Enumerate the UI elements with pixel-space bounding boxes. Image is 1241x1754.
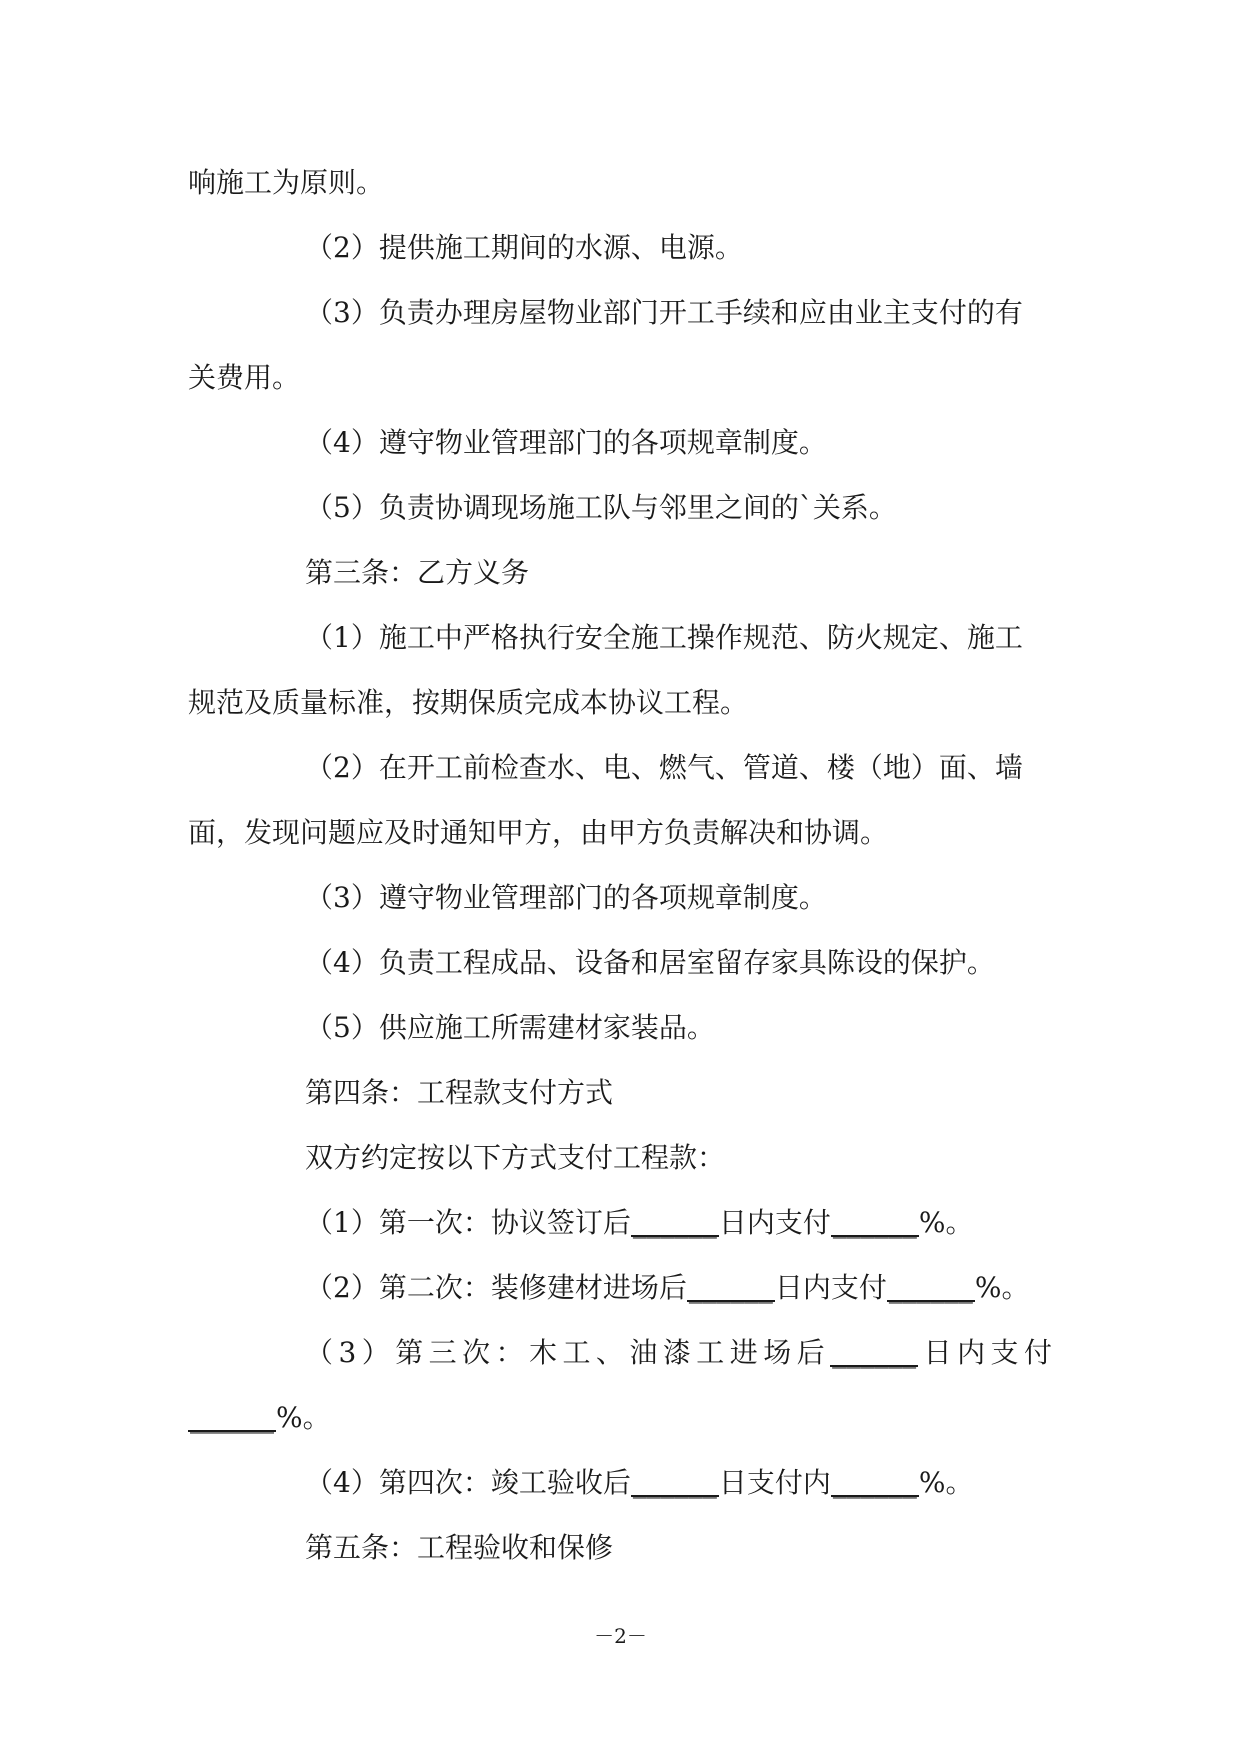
paragraph: （2）提供施工期间的水源、电源。 (305, 231, 743, 264)
payment-middle: 日内支付 (918, 1336, 1052, 1369)
section-heading: 第三条：乙方义务 (305, 556, 530, 589)
payment-middle: 日内支付 (774, 1271, 887, 1304)
blank-percent: ______ (888, 1271, 973, 1304)
payment-suffix: %。 (974, 1271, 1030, 1304)
paragraph: （5）供应施工所需建材家装品。 (305, 1011, 715, 1044)
paragraph: （1）施工中严格执行安全施工操作规范、防火规定、施工 (305, 621, 1023, 654)
paragraph: （3）遵守物业管理部门的各项规章制度。 (305, 881, 827, 914)
payment-line-3-continued (188, 1385, 1052, 1450)
paragraph: 面，发现问题应及时通知甲方，由甲方负责解决和协调。 (188, 816, 889, 849)
paragraph: 双方约定按以下方式支付工程款： (305, 1141, 726, 1174)
payment-prefix: （4）第四次：竣工验收后 (305, 1466, 631, 1499)
payment-middle: 日支付内 (718, 1466, 831, 1499)
paragraph: （5）负责协调现场施工队与邻里之间的`关系。 (305, 491, 897, 524)
paragraph: （4）负责工程成品、设备和居室留存家具陈设的保护。 (305, 946, 995, 979)
paragraph: （4）遵守物业管理部门的各项规章制度。 (305, 426, 827, 459)
blank-percent: ______ (190, 1401, 274, 1434)
page-number: －2－ (594, 1624, 647, 1648)
blank-days: ______ (632, 1466, 717, 1499)
document-body (188, 150, 1052, 1580)
paragraph: 关费用。 (188, 361, 301, 394)
blank-days: ______ (632, 1206, 717, 1239)
paragraph: 规范及质量标准，按期保质完成本协议工程。 (188, 686, 749, 719)
blank-days: ______ (688, 1271, 773, 1304)
payment-suffix: %。 (918, 1466, 974, 1499)
payment-line-4 (188, 1450, 1052, 1515)
payment-suffix: %。 (276, 1401, 331, 1434)
blank-days: ______ (832, 1336, 917, 1369)
payment-prefix: （1）第一次：协议签订后 (305, 1206, 631, 1239)
payment-prefix: （3）第三次：木工、油漆工进场后 (305, 1336, 831, 1369)
section-heading: 第四条：工程款支付方式 (305, 1076, 614, 1109)
payment-suffix: %。 (918, 1206, 974, 1239)
blank-percent: ______ (832, 1466, 917, 1499)
payment-middle: 日内支付 (718, 1206, 831, 1239)
paragraph: （2）在开工前检查水、电、燃气、管道、楼（地）面、墙 (305, 751, 1023, 784)
payment-line-2 (188, 1255, 1052, 1320)
paragraph: 响施工为原则。 (188, 166, 385, 199)
section-heading: 第五条：工程验收和保修 (305, 1531, 614, 1564)
blank-percent: ______ (832, 1206, 917, 1239)
payment-line-3 (188, 1320, 1052, 1385)
payment-line-1 (188, 1190, 1052, 1255)
payment-prefix: （2）第二次：装修建材进场后 (305, 1271, 687, 1304)
paragraph: （3）负责办理房屋物业部门开工手续和应由业主支付的有 (305, 296, 1023, 329)
